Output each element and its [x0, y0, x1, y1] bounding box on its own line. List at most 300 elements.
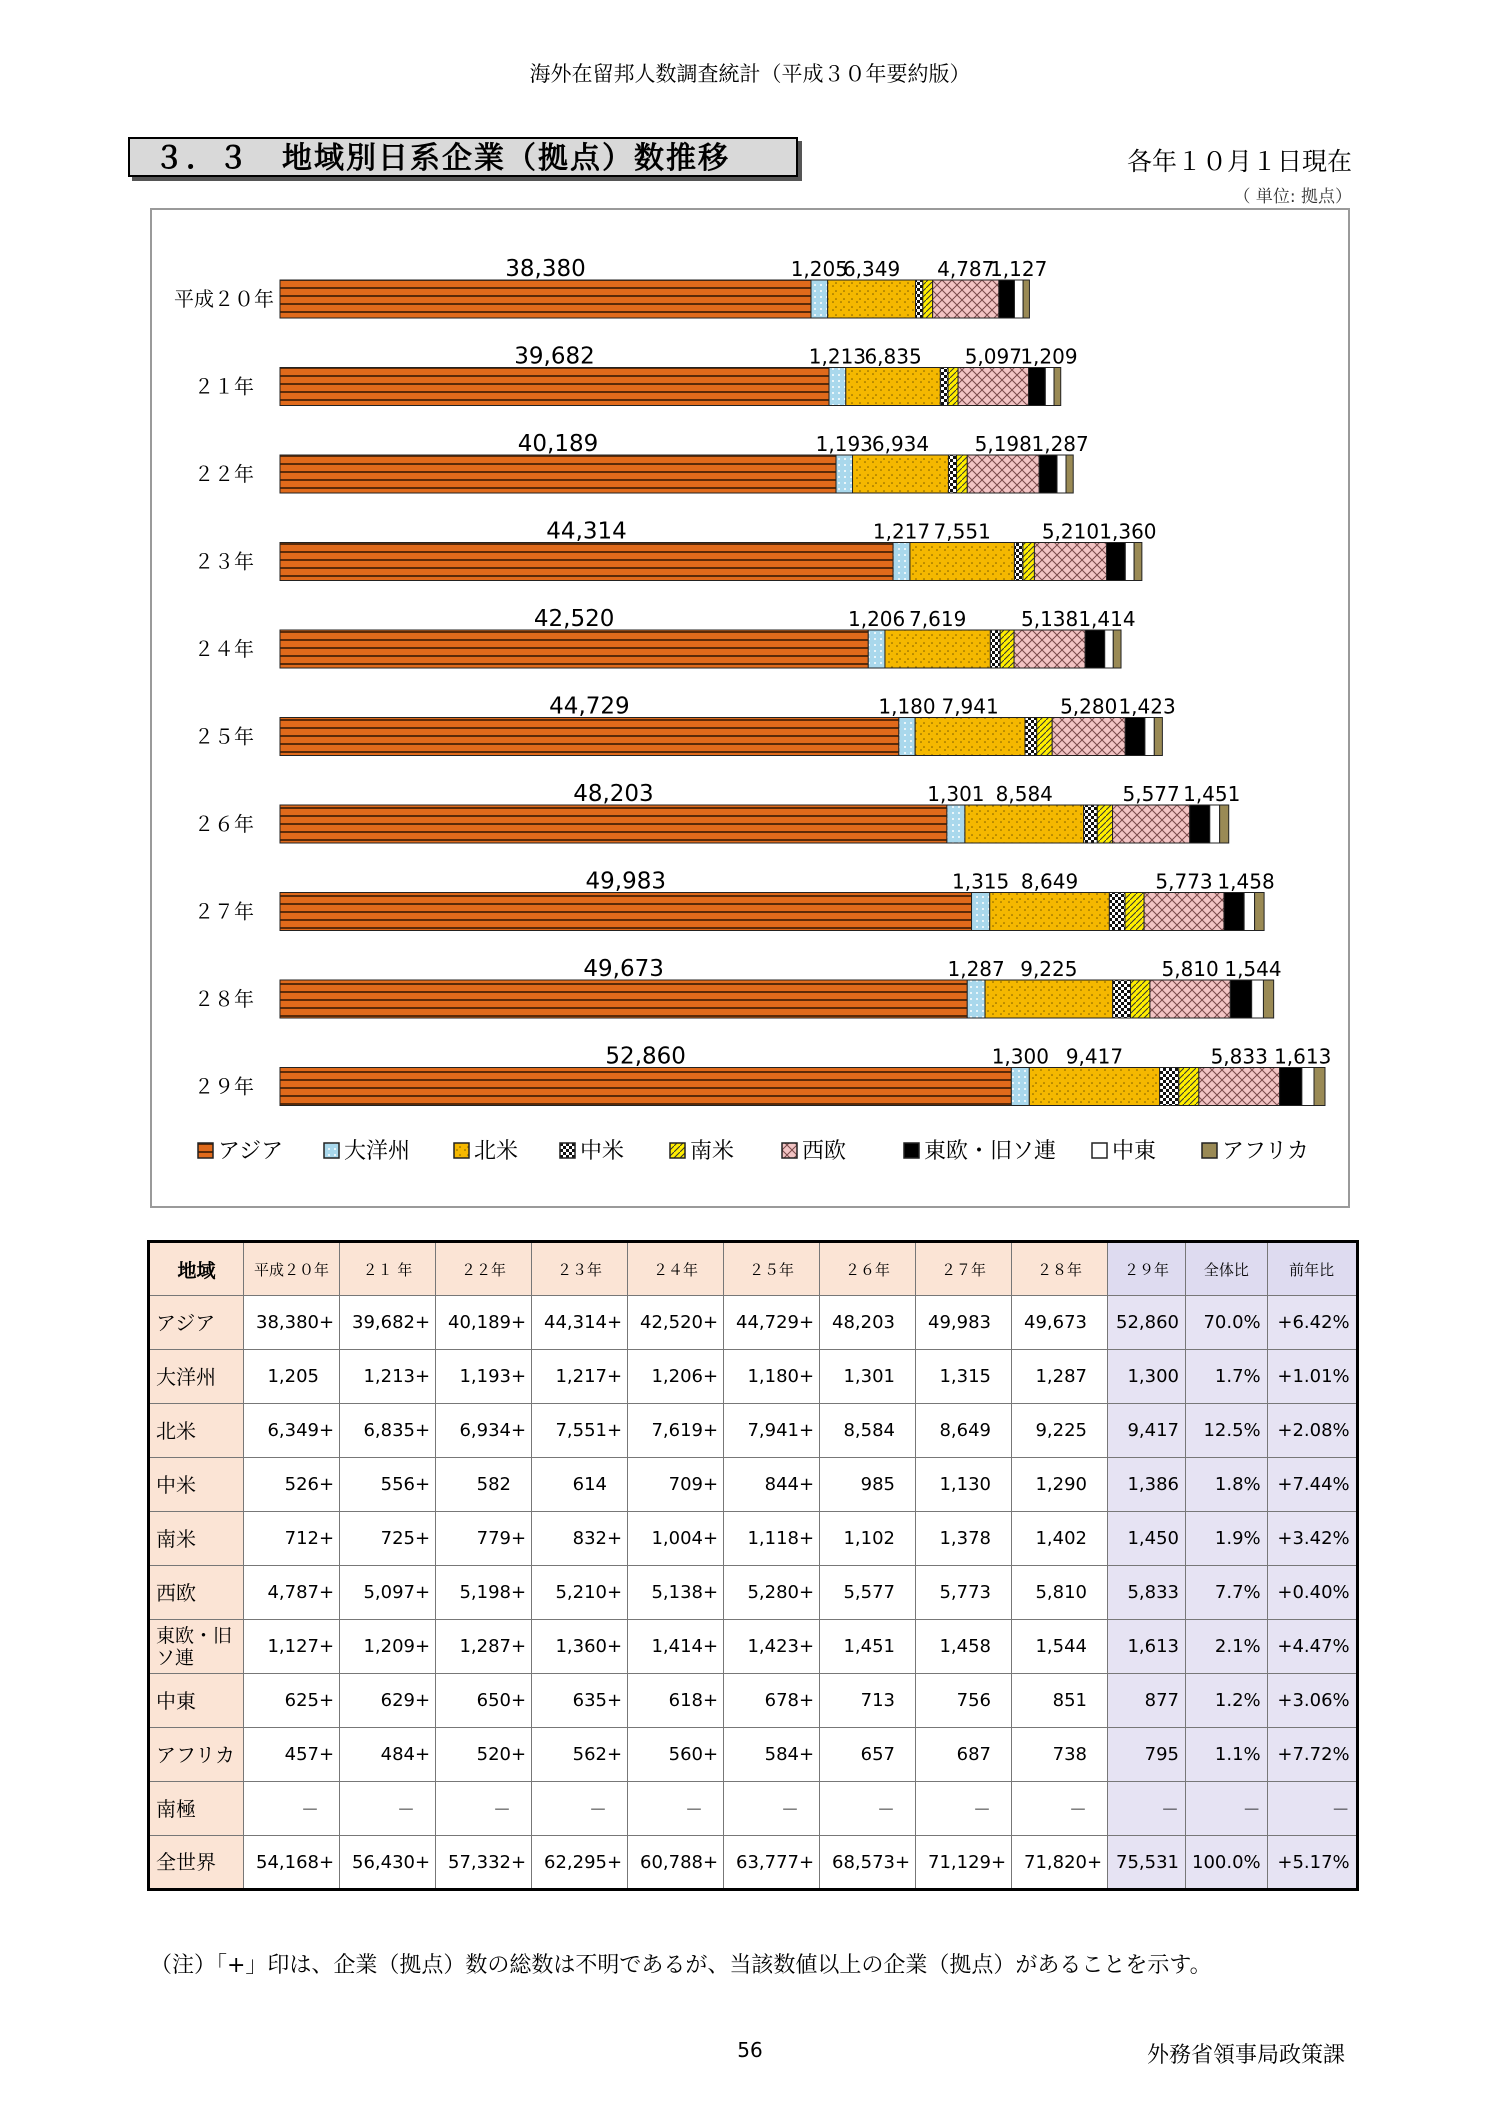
table-cell: 8,649	[916, 1404, 1012, 1458]
data-table	[147, 1240, 1359, 1891]
legend-label: 中米	[580, 1139, 625, 1164]
data-label: 1,205	[790, 257, 848, 281]
column-header: ２４年	[628, 1242, 724, 1296]
table-cell: 562+	[532, 1728, 628, 1782]
bar-segment-3-9	[985, 980, 1113, 1018]
table-cell: +6.42%	[1267, 1296, 1357, 1350]
bar-segment-6-7	[1113, 805, 1190, 843]
data-label: 1,301	[927, 782, 985, 806]
bar-segment-2-10	[1011, 1068, 1029, 1106]
table-cell: 75,531	[1108, 1836, 1186, 1890]
bar-segment-1-7	[280, 805, 947, 843]
table-row	[149, 1296, 1358, 1350]
table-cell: 38,380+	[244, 1296, 340, 1350]
table-cell: 1,450	[1108, 1512, 1186, 1566]
table-cell: 56,430+	[340, 1836, 436, 1890]
bar-segment-2-6	[899, 718, 915, 756]
table-cell: 4,787+	[244, 1566, 340, 1620]
bar-segment-4-8	[1109, 893, 1125, 931]
table-cell: 1,206+	[628, 1350, 724, 1404]
bar-segment-4-1	[916, 280, 923, 318]
bar-segment-4-5	[990, 630, 1000, 668]
legend-swatch	[454, 1143, 469, 1158]
bar-segment-3-1	[828, 280, 916, 318]
table-cell: －	[916, 1782, 1012, 1836]
table-cell: 713	[820, 1674, 916, 1728]
data-label: 5,138	[1020, 607, 1079, 631]
table-cell: －	[1267, 1782, 1357, 1836]
table-cell: 657	[820, 1728, 916, 1782]
table-cell: 614	[532, 1458, 628, 1512]
category-label: ２４年	[194, 639, 254, 661]
bar-segment-3-4	[910, 543, 1014, 581]
bar-segment-7-10	[1280, 1068, 1302, 1106]
data-label: 44,314	[546, 518, 627, 545]
bar-segment-6-4	[1034, 543, 1106, 581]
data-label: 7,551	[933, 519, 991, 544]
row-header: 南極	[149, 1782, 244, 1836]
table-cell: +2.08%	[1267, 1404, 1357, 1458]
bar-segment-5-1	[923, 280, 933, 318]
table-cell: 1,458	[916, 1620, 1012, 1674]
table-cell: －	[1186, 1782, 1268, 1836]
data-label: 48,203	[573, 781, 654, 807]
data-label: 49,983	[585, 868, 667, 895]
table-cell: －	[1108, 1782, 1186, 1836]
legend-swatch	[324, 1143, 339, 1158]
table-cell: 844+	[724, 1458, 820, 1512]
bar-segment-8-10	[1302, 1068, 1314, 1106]
bar-segment-5-6	[1037, 718, 1052, 756]
data-label: 6,934	[871, 432, 930, 456]
data-label: 1,613	[1274, 1044, 1332, 1069]
data-label: 1,127	[990, 257, 1048, 281]
table-cell: 1,004+	[628, 1512, 724, 1566]
table-cell: 48,203	[820, 1296, 916, 1350]
table-cell: 63,777+	[724, 1836, 820, 1890]
table-cell: 877	[1108, 1674, 1186, 1728]
data-label: 1,423	[1118, 694, 1176, 719]
table-cell: 832+	[532, 1512, 628, 1566]
column-header: ２６年	[820, 1242, 916, 1296]
table-cell: +7.44%	[1267, 1458, 1357, 1512]
table-cell: 8,584	[820, 1404, 916, 1458]
bar-segment-2-4	[893, 543, 910, 581]
table-cell: 584+	[724, 1728, 820, 1782]
legend-swatch	[560, 1143, 575, 1158]
table-cell: 1,180+	[724, 1350, 820, 1404]
data-label: 5,097	[964, 344, 1022, 369]
bar-segment-2-7	[947, 805, 965, 843]
table-row	[149, 1674, 1358, 1728]
table-cell: 100.0%	[1186, 1836, 1268, 1890]
legend-label: 西欧	[802, 1139, 847, 1164]
table-cell: 1,118+	[724, 1512, 820, 1566]
table-cell: 756	[916, 1674, 1012, 1728]
bar-segment-5-7	[1097, 805, 1112, 843]
as-of-date: 各年１０月１日現在	[1126, 147, 1352, 176]
data-label: 7,619	[909, 607, 967, 631]
table-cell: 1,127+	[244, 1620, 340, 1674]
legend-label: 北米	[474, 1139, 519, 1164]
table-cell: 7,551+	[532, 1404, 628, 1458]
table-cell: 6,349+	[244, 1404, 340, 1458]
bar-segment-7-1	[999, 280, 1015, 318]
category-label: ２９年	[194, 1076, 254, 1099]
bar-segment-4-3	[948, 455, 956, 493]
table-cell: 49,673	[1012, 1296, 1108, 1350]
bar-segment-4-10	[1160, 1068, 1179, 1106]
table-cell: 851	[1012, 1674, 1108, 1728]
data-label: 6,349	[842, 257, 901, 281]
bar-segment-5-3	[957, 455, 968, 493]
data-label: 9,225	[1020, 957, 1078, 981]
table-cell: 712+	[244, 1512, 340, 1566]
bar-segment-9-9	[1263, 980, 1273, 1018]
table-cell: 7.7%	[1186, 1566, 1268, 1620]
bar-segment-2-8	[972, 893, 990, 931]
data-label: 9,417	[1065, 1044, 1124, 1069]
table-cell: 635+	[532, 1674, 628, 1728]
data-label: 1,217	[872, 519, 931, 544]
table-cell: 1,217+	[532, 1350, 628, 1404]
data-label: 8,649	[1020, 869, 1079, 894]
section-title: ３．３ 地域別日系企業（拠点）数推移	[128, 137, 798, 177]
table-cell: +5.17%	[1267, 1836, 1357, 1890]
bar-segment-1-4	[280, 543, 893, 581]
bar-segment-7-3	[1039, 455, 1057, 493]
legend-label: 中東	[1112, 1139, 1157, 1164]
table-cell: －	[436, 1782, 532, 1836]
table-row	[149, 1512, 1358, 1566]
category-label: 平成２０年	[174, 289, 274, 311]
row-header: 中米	[149, 1458, 244, 1512]
data-label: 1,213	[808, 344, 867, 369]
table-cell: 1,301	[820, 1350, 916, 1404]
category-label: ２５年	[194, 726, 254, 749]
table-cell: 5,773	[916, 1566, 1012, 1620]
bar-segment-8-5	[1105, 630, 1114, 668]
bar-segment-9-2	[1054, 368, 1061, 406]
table-row	[149, 1782, 1358, 1836]
bar-segment-8-7	[1210, 805, 1220, 843]
table-cell: 12.5%	[1186, 1404, 1268, 1458]
data-label: 1,209	[1020, 344, 1078, 369]
column-header: 地域	[149, 1242, 244, 1296]
bar-segment-3-7	[965, 805, 1084, 843]
bar-segment-8-1	[1014, 280, 1023, 318]
column-header: 平成２０年	[244, 1242, 340, 1296]
bar-segment-9-3	[1066, 455, 1073, 493]
data-label: 1,206	[847, 607, 906, 631]
bar-segment-8-3	[1057, 455, 1066, 493]
table-cell: 1,102	[820, 1512, 916, 1566]
column-header: ２３年	[532, 1242, 628, 1296]
table-cell: 1,315	[916, 1350, 1012, 1404]
row-header: アジア	[149, 1296, 244, 1350]
legend-label: 大洋州	[344, 1139, 411, 1164]
page-number: 56	[737, 2038, 763, 2062]
table-row	[149, 1566, 1358, 1620]
table-cell: －	[244, 1782, 340, 1836]
bar-segment-5-10	[1179, 1068, 1199, 1106]
bar-segment-4-7	[1084, 805, 1098, 843]
data-label: 1,287	[947, 957, 1005, 981]
category-label: ２１年	[194, 376, 254, 399]
bar-segment-7-7	[1190, 805, 1210, 843]
bar-segment-3-6	[915, 718, 1025, 756]
bar-segment-5-8	[1125, 893, 1144, 931]
legend-label: アジア	[218, 1139, 284, 1164]
table-cell: 7,619+	[628, 1404, 724, 1458]
bar-segment-4-4	[1014, 543, 1022, 581]
bar-segment-5-2	[948, 368, 958, 406]
data-label: 5,577	[1122, 782, 1180, 806]
table-cell: 1.7%	[1186, 1350, 1268, 1404]
data-label: 5,210	[1041, 519, 1100, 544]
legend-label: 東欧・旧ソ連	[924, 1139, 1057, 1164]
table-cell: 1,544	[1012, 1620, 1108, 1674]
bar-segment-1-2	[280, 368, 829, 406]
legend-swatch	[1092, 1143, 1107, 1158]
table-cell: 725+	[340, 1512, 436, 1566]
table-cell: 9,417	[1108, 1404, 1186, 1458]
row-header: 中東	[149, 1674, 244, 1728]
table-cell: 54,168+	[244, 1836, 340, 1890]
data-label: 1,360	[1099, 519, 1157, 544]
table-row	[149, 1350, 1358, 1404]
bar-segment-7-2	[1029, 368, 1046, 406]
table-cell: －	[724, 1782, 820, 1836]
table-cell: +1.01%	[1267, 1350, 1357, 1404]
table-cell: 1,378	[916, 1512, 1012, 1566]
category-label: ２８年	[194, 989, 254, 1011]
data-label: 1,300	[991, 1044, 1049, 1069]
table-cell: 1.2%	[1186, 1674, 1268, 1728]
table-cell: 985	[820, 1458, 916, 1512]
table-cell: 42,520+	[628, 1296, 724, 1350]
bar-segment-3-8	[990, 893, 1110, 931]
table-cell: 1,205	[244, 1350, 340, 1404]
table-cell: 618+	[628, 1674, 724, 1728]
bar-segment-5-5	[1000, 630, 1014, 668]
column-header: ２５年	[724, 1242, 820, 1296]
legend-swatch	[1202, 1143, 1217, 1158]
bar-segment-7-8	[1224, 893, 1244, 931]
data-label: 1,193	[815, 432, 873, 456]
bar-segment-1-9	[280, 980, 967, 1018]
table-cell: 62,295+	[532, 1836, 628, 1890]
bar-segment-8-4	[1125, 543, 1134, 581]
chart-container	[150, 208, 1350, 1208]
column-header: ２７年	[916, 1242, 1012, 1296]
bar-segment-3-2	[846, 368, 941, 406]
data-label: 1,315	[951, 869, 1010, 894]
table-cell: 44,729+	[724, 1296, 820, 1350]
table-cell: 1,193+	[436, 1350, 532, 1404]
row-header: 西欧	[149, 1566, 244, 1620]
bar-segment-1-5	[280, 630, 868, 668]
table-cell: 71,129+	[916, 1836, 1012, 1890]
bar-segment-4-2	[940, 368, 948, 406]
bar-segment-9-8	[1255, 893, 1265, 931]
data-label: 49,673	[583, 956, 664, 982]
table-cell: 1.8%	[1186, 1458, 1268, 1512]
bar-segment-8-8	[1244, 893, 1254, 931]
table-cell: 71,820+	[1012, 1836, 1108, 1890]
data-label: 1,458	[1217, 869, 1275, 894]
bar-segment-4-9	[1113, 980, 1131, 1018]
bar-segment-4-6	[1025, 718, 1037, 756]
table-cell: 556+	[340, 1458, 436, 1512]
table-cell: 1,402	[1012, 1512, 1108, 1566]
bar-segment-1-8	[280, 893, 972, 931]
data-label: 5,280	[1060, 694, 1118, 719]
bar-segment-8-9	[1252, 980, 1264, 1018]
data-label: 38,380	[505, 256, 586, 282]
category-label: ２３年	[194, 551, 254, 574]
data-label: 40,189	[517, 431, 599, 457]
table-body	[149, 1296, 1358, 1890]
table-cell: 1.1%	[1186, 1728, 1268, 1782]
table-cell: 5,138+	[628, 1566, 724, 1620]
table-cell: 1,287	[1012, 1350, 1108, 1404]
table-cell: 68,573+	[820, 1836, 916, 1890]
column-header: 全体比	[1186, 1242, 1268, 1296]
column-header: 前年比	[1267, 1242, 1357, 1296]
bar-segment-3-10	[1029, 1068, 1159, 1106]
table-cell: +3.42%	[1267, 1512, 1357, 1566]
table-cell: +0.40%	[1267, 1566, 1357, 1620]
data-label: 5,198	[974, 432, 1032, 456]
bar-segment-9-6	[1154, 718, 1162, 756]
data-label: 5,773	[1155, 869, 1213, 894]
bar-segment-6-9	[1150, 980, 1230, 1018]
bar-segment-6-5	[1014, 630, 1085, 668]
table-cell: 1.9%	[1186, 1512, 1268, 1566]
table-cell: 5,198+	[436, 1566, 532, 1620]
bar-segment-6-8	[1144, 893, 1224, 931]
table-cell: 520+	[436, 1728, 532, 1782]
table-cell: 560+	[628, 1728, 724, 1782]
data-label: 44,729	[549, 693, 630, 720]
row-header: 北米	[149, 1404, 244, 1458]
table-cell: 5,833	[1108, 1566, 1186, 1620]
data-label: 1,451	[1183, 782, 1241, 806]
bar-segment-2-5	[868, 630, 885, 668]
table-row	[149, 1620, 1358, 1674]
table-cell: 1,386	[1108, 1458, 1186, 1512]
table-cell: 44,314+	[532, 1296, 628, 1350]
data-label: 42,520	[533, 606, 615, 632]
bar-segment-9-7	[1220, 805, 1229, 843]
table-cell: 795	[1108, 1728, 1186, 1782]
table-row	[149, 1404, 1358, 1458]
table-cell: 582	[436, 1458, 532, 1512]
bar-segment-6-3	[967, 455, 1039, 493]
table-cell: 484+	[340, 1728, 436, 1782]
bar-segment-5-4	[1023, 543, 1035, 581]
table-cell: +4.47%	[1267, 1620, 1357, 1674]
bar-segment-9-10	[1314, 1068, 1325, 1106]
table-cell: 49,983	[916, 1296, 1012, 1350]
column-header: ２８年	[1012, 1242, 1108, 1296]
data-label: 7,941	[941, 694, 999, 719]
bar-segment-3-5	[885, 630, 990, 668]
bar-segment-8-6	[1145, 718, 1154, 756]
bar-segment-5-9	[1131, 980, 1150, 1018]
table-cell: 687	[916, 1728, 1012, 1782]
bar-segment-1-3	[280, 455, 836, 493]
bar-segment-7-6	[1125, 718, 1145, 756]
document-header: 海外在留邦人数調査統計（平成３０年要約版）	[529, 62, 971, 86]
table-cell: 738	[1012, 1728, 1108, 1782]
column-header: ２２年	[436, 1242, 532, 1296]
bar-segment-6-1	[933, 280, 999, 318]
table-cell: 709+	[628, 1458, 724, 1512]
bar-segment-2-2	[829, 368, 846, 406]
table-row	[149, 1728, 1358, 1782]
category-label: ２７年	[194, 901, 254, 924]
row-header: 東欧・旧ソ連	[149, 1620, 244, 1674]
stacked-bar-chart	[152, 210, 1348, 1206]
table-cell: 1,414+	[628, 1620, 724, 1674]
category-label: ２２年	[194, 464, 254, 486]
data-label: 1,287	[1031, 432, 1089, 456]
legend-swatch	[782, 1143, 797, 1158]
bar-segment-1-1	[280, 280, 811, 318]
table-cell: 60,788+	[628, 1836, 724, 1890]
data-label: 1,544	[1224, 957, 1282, 981]
data-label: 39,682	[514, 343, 595, 370]
bar-segment-6-10	[1199, 1068, 1280, 1106]
table-cell: 1,300	[1108, 1350, 1186, 1404]
table-cell: 629+	[340, 1674, 436, 1728]
data-label: 1,180	[878, 694, 936, 719]
table-cell: －	[1012, 1782, 1108, 1836]
table-cell: 5,810	[1012, 1566, 1108, 1620]
data-label: 4,787	[937, 257, 995, 281]
table-cell: －	[340, 1782, 436, 1836]
table-cell: 650+	[436, 1674, 532, 1728]
table-cell: 5,577	[820, 1566, 916, 1620]
table-cell: 457+	[244, 1728, 340, 1782]
row-header: 南米	[149, 1512, 244, 1566]
legend-swatch	[670, 1143, 685, 1158]
row-header: アフリカ	[149, 1728, 244, 1782]
table-cell: 1,423+	[724, 1620, 820, 1674]
bar-segment-6-6	[1052, 718, 1125, 756]
table-cell: 1,130	[916, 1458, 1012, 1512]
table-cell: 52,860	[1108, 1296, 1186, 1350]
bar-segment-9-4	[1134, 543, 1142, 581]
data-label: 5,810	[1161, 957, 1219, 981]
bar-segment-7-9	[1230, 980, 1251, 1018]
table-cell: 57,332+	[436, 1836, 532, 1890]
row-header: 大洋州	[149, 1350, 244, 1404]
data-label: 1,414	[1078, 607, 1136, 631]
table-cell: 1,360+	[532, 1620, 628, 1674]
category-label: ２６年	[194, 814, 254, 836]
legend-label: アフリカ	[1222, 1139, 1309, 1164]
table-cell: 2.1%	[1186, 1620, 1268, 1674]
bar-segment-8-2	[1045, 368, 1054, 406]
table-cell: 40,189+	[436, 1296, 532, 1350]
row-header: 全世界	[149, 1836, 244, 1890]
table-cell: 1,209+	[340, 1620, 436, 1674]
table-cell: 5,097+	[340, 1566, 436, 1620]
bar-segment-1-10	[280, 1068, 1011, 1106]
